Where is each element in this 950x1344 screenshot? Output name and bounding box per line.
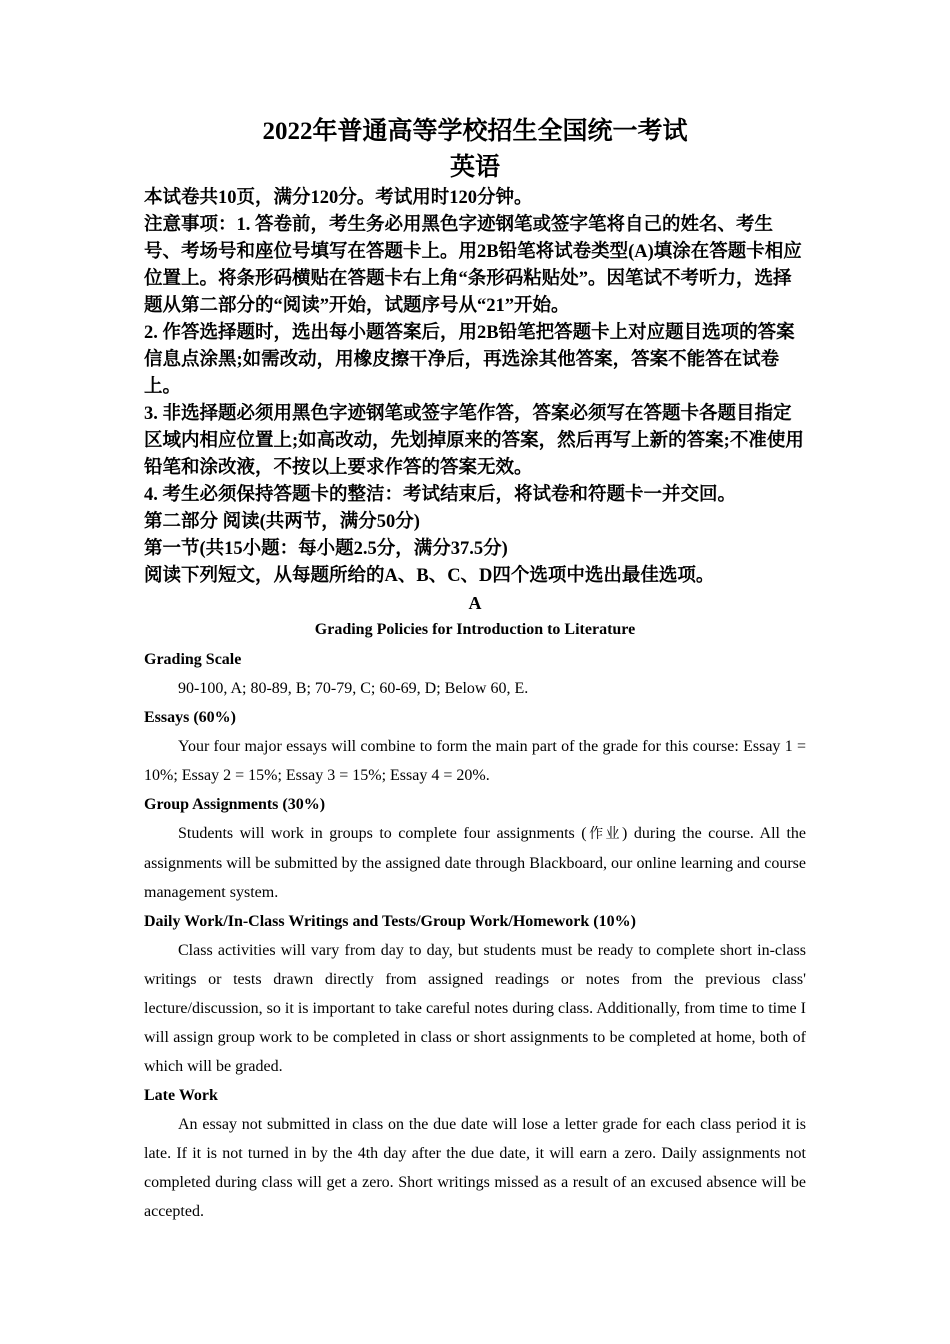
- section-body-grading-scale: 90-100, A; 80-89, B; 70-79, C; 60-69, D; Below 60, E.: [178, 680, 529, 697]
- section-heading-daily-work: Daily Work/In-Class Writings and Tests/Group Work/Homework (10%): [144, 913, 636, 930]
- passage-title: Grading Policies for Introduction to Literature: [314, 621, 636, 638]
- instruction-note-4: 4. 考生必须保持答题卡的整洁：考试结束后，将试卷和符题卡一并交回。: [144, 485, 737, 505]
- exam-overview: 本试卷共10页，满分120分。考试用时120分钟。: [144, 188, 533, 208]
- instruction-note-1: 注意事项：1. 答卷前，考生务必用黑色字迹钢笔或签字笔将自己的姓名、考生号、考场号和座位号填写在答题卡上。用2B铅笔将试卷类型(A)填涂在答题卡相应位置上。将条形码横贴在答题卡右上角“条形码粘贴处”。因笔试不考听力，选择题从第二部分的“阅读”开始，试题序号从“21”开始。: [144, 215, 802, 316]
- section-body-late-work: An essay not submitted in class on the due date will lose a letter grade for each class period it is late. If it is not turned in by the 4th day after the due date, it will earn a zero. Daily assignments not completed during class will get a zero. Short writings missed as a result of an excused absence will be accepted.: [144, 1116, 806, 1220]
- section-heading: 第一节(共15小题：每小题2.5分，满分37.5分): [144, 539, 508, 559]
- part-heading: 第二部分 阅读(共两节，满分50分): [144, 512, 420, 532]
- section-heading-grading-scale: Grading Scale: [144, 651, 242, 668]
- section-heading-late-work: Late Work: [144, 1087, 218, 1104]
- instruction-note-2: 2. 作答选择题时，选出每小题答案后，用2B铅笔把答题卡上对应题目选项的答案信息点涂黑;如需改动，用橡皮擦干净后，再选涂其他答案，答案不能答在试卷上。: [144, 323, 795, 397]
- section-body-group-assignments: [144, 819, 806, 907]
- body-text-part-2: ) during the course. All the assignments will be submitted by the assigned date through Blackboard, our online learning and course management system.: [144, 825, 807, 901]
- section-body-daily-work: Class activities will vary from day to day, but students must be ready to complete short in-class writings or tests drawn directly from assigned readings or notes from the previous class' lecture/discussion, so it is important to take careful notes during class. Additionally, from time to time I will assign group work to be completed in class or short assignments to be completed at home, both of which will be graded.: [144, 942, 806, 1075]
- gloss-annotation: 作业: [586, 826, 623, 842]
- reading-directions: 阅读下列短文，从每题所给的A、B、C、D四个选项中选出最佳选项。: [144, 566, 715, 586]
- body-text-part-1: Students will work in groups to complete four assignments (: [178, 825, 587, 842]
- instructions-block: [144, 185, 806, 590]
- instruction-note-3: 3. 非选择题必须用黑色字迹钢笔或签字笔作答，答案必须写在答题卡各题目指定区域内相应位置上;如高改动，先划掉原来的答案，然后再写上新的答案;不准使用铅笔和涂改液，不按以上要求作答的答案无效。: [144, 404, 804, 478]
- section-body-essays: Your four major essays will combine to form the main part of the grade for this course: Essay 1 = 10%; Essay 2 = 15%; Essay 3 = 15%; Essay 4 = 20%.: [144, 738, 806, 784]
- exam-subject: 英语: [449, 154, 500, 181]
- section-heading-essays: Essays (60%): [144, 709, 237, 726]
- passage-letter: A: [468, 593, 482, 613]
- section-heading-group-assignments: Group Assignments (30%): [144, 796, 326, 813]
- exam-title: 2022年普通高等学校招生全国统一考试: [262, 118, 688, 145]
- passage-a: [144, 590, 806, 1226]
